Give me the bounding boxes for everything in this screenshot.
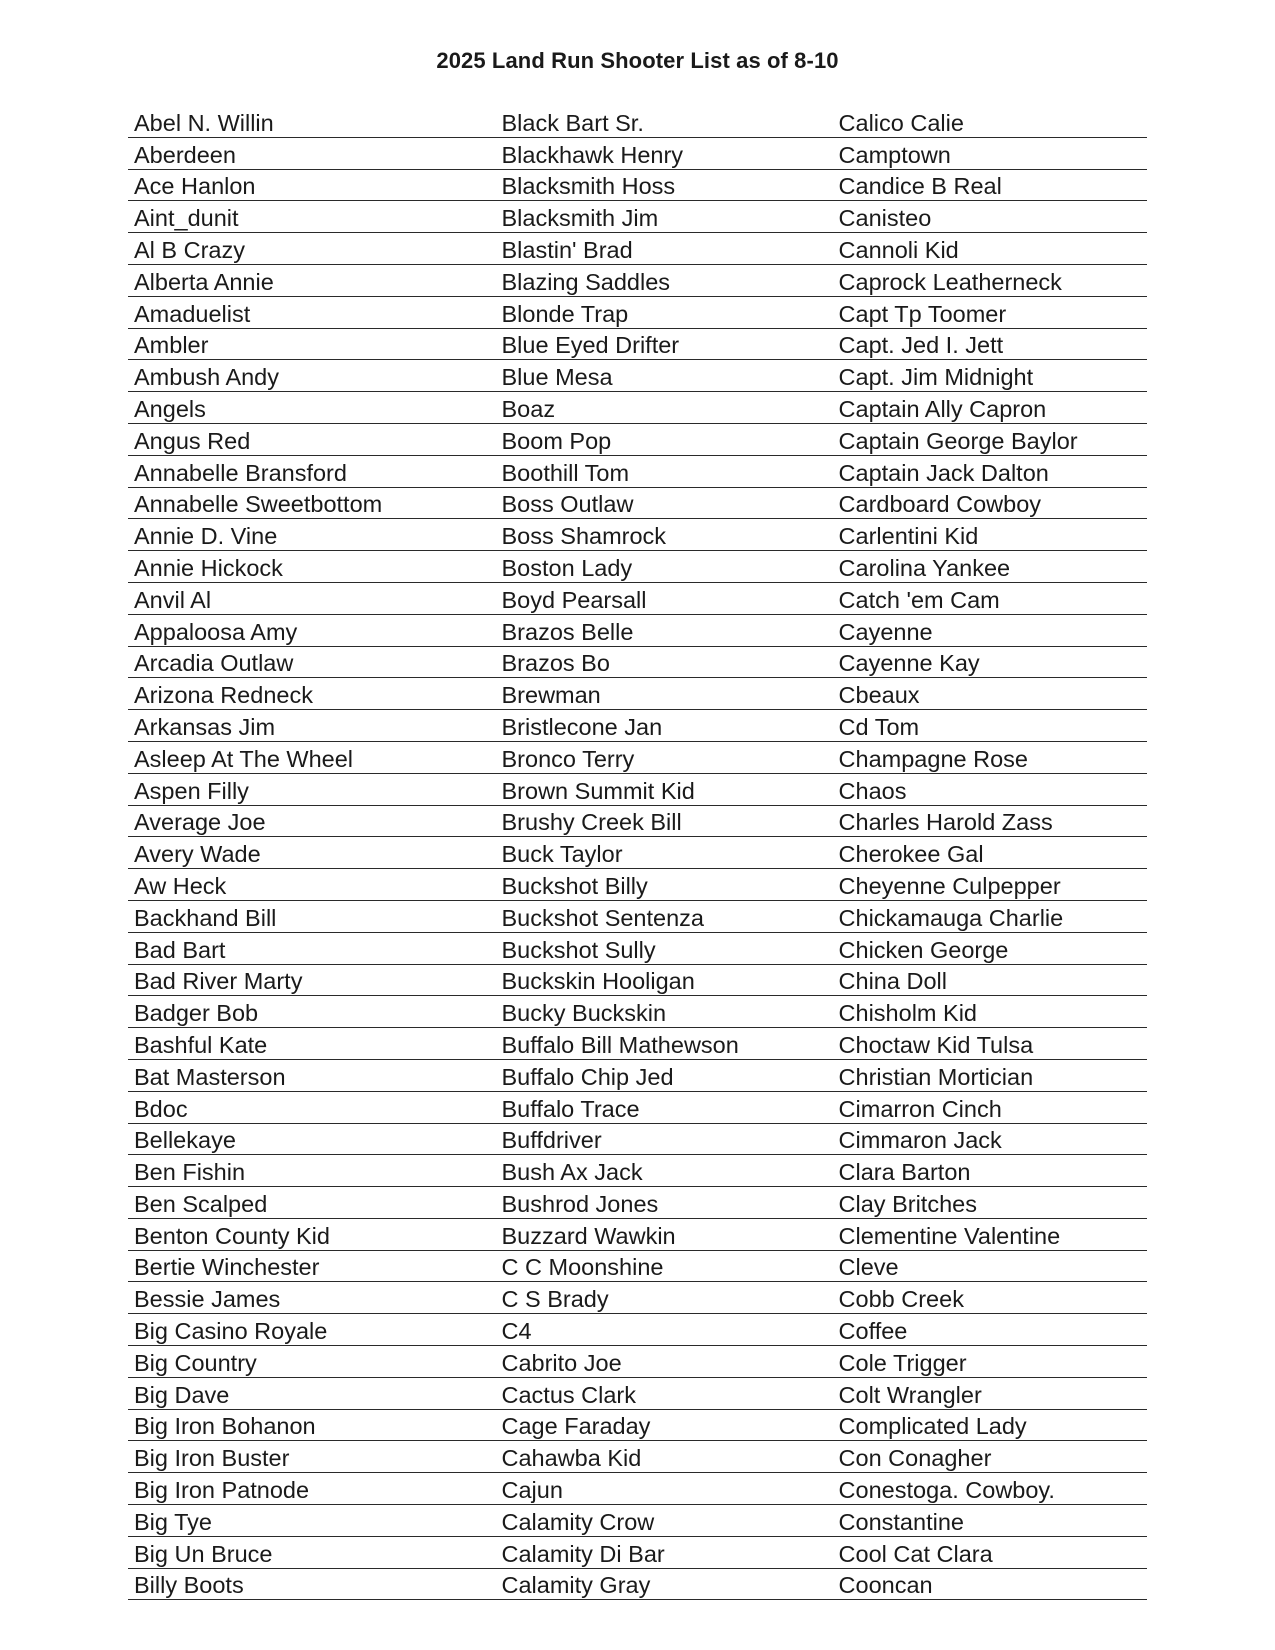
shooter-name: Christian Mortician bbox=[838, 1063, 1034, 1090]
shooter-name: Chaos bbox=[838, 777, 907, 804]
shooter-name: Asleep At The Wheel bbox=[134, 745, 354, 772]
shooter-name: Cactus Clark bbox=[501, 1381, 637, 1408]
shooter-name: Blonde Trap bbox=[501, 300, 629, 327]
shooter-name: Cajun bbox=[501, 1477, 563, 1504]
shooter-name: Cimmaron Jack bbox=[838, 1127, 1002, 1154]
shooter-name: Cleve bbox=[838, 1254, 899, 1281]
list-row bbox=[128, 1124, 1147, 1156]
shooter-name: Blacksmith Hoss bbox=[501, 173, 676, 200]
shooter-name: Buzzard Wawkin bbox=[501, 1222, 676, 1249]
list-row bbox=[128, 837, 1147, 869]
shooter-name: Ben Fishin bbox=[134, 1159, 246, 1186]
shooter-name: Caprock Leatherneck bbox=[838, 268, 1062, 295]
list-row bbox=[128, 583, 1147, 615]
shooter-name: Carlentini Kid bbox=[838, 523, 979, 550]
list-row bbox=[128, 1346, 1147, 1378]
shooter-list bbox=[128, 106, 1147, 1600]
shooter-name: Blastin' Brad bbox=[501, 236, 633, 263]
list-row bbox=[128, 678, 1147, 710]
shooter-name: Ace Hanlon bbox=[134, 173, 256, 200]
shooter-name: Aspen Filly bbox=[134, 777, 249, 804]
list-row bbox=[128, 806, 1147, 838]
shooter-name: Aw Heck bbox=[134, 872, 227, 899]
page-title: 2025 Land Run Shooter List as of 8-10 bbox=[436, 48, 839, 73]
shooter-name: Boom Pop bbox=[501, 427, 612, 454]
shooter-name: Bdoc bbox=[134, 1095, 188, 1122]
shooter-name: Buffalo Chip Jed bbox=[501, 1063, 674, 1090]
shooter-name: Backhand Bill bbox=[134, 904, 277, 931]
shooter-name: Chicken George bbox=[838, 936, 1009, 963]
shooter-name: Big Un Bruce bbox=[134, 1540, 273, 1567]
shooter-name: Canisteo bbox=[838, 205, 932, 232]
shooter-name: Big Iron Patnode bbox=[134, 1477, 310, 1504]
shooter-name: Blue Mesa bbox=[501, 364, 613, 391]
shooter-name: Boss Outlaw bbox=[501, 491, 634, 518]
shooter-name: Cahawba Kid bbox=[501, 1445, 642, 1472]
list-row bbox=[128, 424, 1147, 456]
list-row bbox=[128, 1282, 1147, 1314]
list-row bbox=[128, 933, 1147, 965]
shooter-name: Charles Harold Zass bbox=[838, 809, 1053, 836]
shooter-name: Big Iron Bohanon bbox=[134, 1413, 316, 1440]
shooter-name: Boston Lady bbox=[501, 554, 633, 581]
shooter-name: Brushy Creek Bill bbox=[501, 809, 682, 836]
shooter-name: Benton County Kid bbox=[134, 1222, 330, 1249]
list-row bbox=[128, 456, 1147, 488]
shooter-name: Buckskin Hooligan bbox=[501, 968, 695, 995]
shooter-name: Cbeaux bbox=[838, 682, 920, 709]
list-row bbox=[128, 1092, 1147, 1124]
shooter-name: Big Tye bbox=[134, 1508, 212, 1535]
shooter-name: Boss Shamrock bbox=[501, 523, 667, 550]
list-row bbox=[128, 265, 1147, 297]
shooter-name: C4 bbox=[501, 1318, 532, 1345]
shooter-name: Abel N. Willin bbox=[134, 109, 274, 136]
shooter-name: Buckshot Billy bbox=[501, 872, 648, 899]
shooter-name: Annie Hickock bbox=[134, 554, 283, 581]
shooter-name: Bertie Winchester bbox=[134, 1254, 320, 1281]
shooter-name: Buckshot Sully bbox=[501, 936, 656, 963]
shooter-name: Calamity Crow bbox=[501, 1508, 655, 1535]
list-row bbox=[128, 615, 1147, 647]
list-row bbox=[128, 106, 1147, 138]
list-row bbox=[128, 170, 1147, 202]
shooter-name: Carolina Yankee bbox=[838, 554, 1011, 581]
shooter-name: Blacksmith Jim bbox=[501, 205, 659, 232]
shooter-name: Brazos Belle bbox=[501, 618, 634, 645]
shooter-name: Cherokee Gal bbox=[838, 841, 984, 868]
list-row bbox=[128, 551, 1147, 583]
shooter-name: Aint_dunit bbox=[134, 205, 239, 232]
shooter-name: Bristlecone Jan bbox=[501, 713, 663, 740]
shooter-name: Clay Britches bbox=[838, 1190, 977, 1217]
shooter-name: Cimarron Cinch bbox=[838, 1095, 1002, 1122]
shooter-name: Aberdeen bbox=[134, 141, 236, 168]
shooter-name: Bushrod Jones bbox=[501, 1190, 659, 1217]
list-row bbox=[128, 1537, 1147, 1569]
shooter-name: Bucky Buckskin bbox=[501, 1000, 667, 1027]
shooter-name: Cd Tom bbox=[838, 713, 920, 740]
shooter-name: Billy Boots bbox=[134, 1572, 244, 1599]
list-row bbox=[128, 1378, 1147, 1410]
shooter-name: Cardboard Cowboy bbox=[838, 491, 1042, 518]
list-row bbox=[128, 869, 1147, 901]
list-row bbox=[128, 1505, 1147, 1537]
shooter-name: Chickamauga Charlie bbox=[838, 904, 1064, 931]
shooter-name: Arkansas Jim bbox=[134, 713, 276, 740]
shooter-name: Bashful Kate bbox=[134, 1031, 268, 1058]
shooter-name: Brown Summit Kid bbox=[501, 777, 695, 804]
shooter-name: Boyd Pearsall bbox=[501, 586, 647, 613]
shooter-name: Badger Bob bbox=[134, 1000, 259, 1027]
shooter-name: Arcadia Outlaw bbox=[134, 650, 294, 677]
shooter-name: Big Dave bbox=[134, 1381, 230, 1408]
shooter-name: Buffalo Bill Mathewson bbox=[501, 1031, 739, 1058]
shooter-name: Cannoli Kid bbox=[838, 236, 959, 263]
list-row bbox=[128, 742, 1147, 774]
list-row bbox=[128, 1187, 1147, 1219]
list-row bbox=[128, 996, 1147, 1028]
shooter-name: Candice B Real bbox=[838, 173, 1002, 200]
shooter-name: Ben Scalped bbox=[134, 1190, 268, 1217]
shooter-name: Cheyenne Culpepper bbox=[838, 872, 1061, 899]
shooter-name: Annie D. Vine bbox=[134, 523, 278, 550]
list-row bbox=[128, 1410, 1147, 1442]
shooter-name: Ambler bbox=[134, 332, 209, 359]
shooter-name: Buckshot Sentenza bbox=[501, 904, 704, 931]
shooter-name: Capt Tp Toomer bbox=[838, 300, 1007, 327]
list-row bbox=[128, 392, 1147, 424]
shooter-name: Anvil Al bbox=[134, 586, 212, 613]
shooter-name: Bronco Terry bbox=[501, 745, 635, 772]
shooter-name: Constantine bbox=[838, 1508, 964, 1535]
shooter-name: Coffee bbox=[838, 1318, 908, 1345]
shooter-name: Captain Ally Capron bbox=[838, 395, 1047, 422]
list-row bbox=[128, 901, 1147, 933]
shooter-name: Conestoga. Cowboy. bbox=[838, 1477, 1055, 1504]
shooter-name: Clementine Valentine bbox=[838, 1222, 1061, 1249]
shooter-name: Amaduelist bbox=[134, 300, 251, 327]
shooter-name: Appaloosa Amy bbox=[134, 618, 298, 645]
shooter-name: Annabelle Sweetbottom bbox=[134, 491, 383, 518]
list-row bbox=[128, 138, 1147, 170]
shooter-name: Calamity Di Bar bbox=[501, 1540, 665, 1567]
shooter-name: Alberta Annie bbox=[134, 268, 274, 295]
list-row bbox=[128, 1441, 1147, 1473]
shooter-name: Big Country bbox=[134, 1349, 257, 1376]
shooter-name: Calico Calie bbox=[838, 109, 964, 136]
shooter-name: Angus Red bbox=[134, 427, 251, 454]
shooter-name: Capt. Jim Midnight bbox=[838, 364, 1034, 391]
shooter-name: Al B Crazy bbox=[134, 236, 245, 263]
shooter-name: Big Iron Buster bbox=[134, 1445, 290, 1472]
shooter-name: Colt Wrangler bbox=[838, 1381, 982, 1408]
shooter-name: Arizona Redneck bbox=[134, 682, 313, 709]
list-row bbox=[128, 647, 1147, 679]
shooter-name: Clara Barton bbox=[838, 1159, 971, 1186]
shooter-name: Calamity Gray bbox=[501, 1572, 651, 1599]
shooter-name: Complicated Lady bbox=[838, 1413, 1027, 1440]
list-row bbox=[128, 1314, 1147, 1346]
list-row bbox=[128, 297, 1147, 329]
list-row bbox=[128, 1569, 1147, 1601]
shooter-name: Cool Cat Clara bbox=[838, 1540, 993, 1567]
list-row bbox=[128, 360, 1147, 392]
shooter-name: China Doll bbox=[838, 968, 947, 995]
shooter-name: Bush Ax Jack bbox=[501, 1159, 643, 1186]
list-row bbox=[128, 965, 1147, 997]
shooter-name: Bad Bart bbox=[134, 936, 226, 963]
list-row bbox=[128, 1155, 1147, 1187]
shooter-name: Blazing Saddles bbox=[501, 268, 671, 295]
shooter-name: Cobb Creek bbox=[838, 1286, 964, 1313]
shooter-name: Boaz bbox=[501, 395, 556, 422]
list-row bbox=[128, 1219, 1147, 1251]
list-row bbox=[128, 774, 1147, 806]
shooter-name: Buck Taylor bbox=[501, 841, 623, 868]
shooter-name: Bad River Marty bbox=[134, 968, 303, 995]
shooter-name: Brazos Bo bbox=[501, 650, 610, 677]
shooter-name: Buffdriver bbox=[501, 1127, 602, 1154]
shooter-name: Chisholm Kid bbox=[838, 1000, 977, 1027]
shooter-name: Ambush Andy bbox=[134, 364, 280, 391]
shooter-name: Cooncan bbox=[838, 1572, 933, 1599]
shooter-name: Captain Jack Dalton bbox=[838, 459, 1049, 486]
shooter-name: Big Casino Royale bbox=[134, 1318, 328, 1345]
shooter-name: Captain George Baylor bbox=[838, 427, 1078, 454]
shooter-name: Average Joe bbox=[134, 809, 266, 836]
shooter-name: Black Bart Sr. bbox=[501, 109, 644, 136]
shooter-name: Capt. Jed I. Jett bbox=[838, 332, 1004, 359]
shooter-name: Bat Masterson bbox=[134, 1063, 286, 1090]
shooter-name: Blue Eyed Drifter bbox=[501, 332, 680, 359]
shooter-name: Champagne Rose bbox=[838, 745, 1028, 772]
list-row bbox=[128, 1251, 1147, 1283]
list-row bbox=[128, 233, 1147, 265]
shooter-name: C C Moonshine bbox=[501, 1254, 664, 1281]
shooter-name: Camptown bbox=[838, 141, 951, 168]
shooter-name: Angels bbox=[134, 395, 206, 422]
list-row bbox=[128, 201, 1147, 233]
shooter-name: Cayenne Kay bbox=[838, 650, 980, 677]
shooter-name: Cage Faraday bbox=[501, 1413, 651, 1440]
shooter-name: Con Conagher bbox=[838, 1445, 992, 1472]
list-row bbox=[128, 1028, 1147, 1060]
shooter-name: Cabrito Joe bbox=[501, 1349, 622, 1376]
shooter-name: Choctaw Kid Tulsa bbox=[838, 1031, 1034, 1058]
shooter-name: Cole Trigger bbox=[838, 1349, 967, 1376]
shooter-name: Avery Wade bbox=[134, 841, 261, 868]
shooter-name: Blackhawk Henry bbox=[501, 141, 684, 168]
list-row bbox=[128, 329, 1147, 361]
list-row bbox=[128, 1060, 1147, 1092]
list-row bbox=[128, 488, 1147, 520]
shooter-name: C S Brady bbox=[501, 1286, 609, 1313]
shooter-name: Annabelle Bransford bbox=[134, 459, 347, 486]
list-row bbox=[128, 710, 1147, 742]
shooter-name: Cayenne bbox=[838, 618, 933, 645]
shooter-name: Brewman bbox=[501, 682, 601, 709]
shooter-name: Boothill Tom bbox=[501, 459, 630, 486]
shooter-name: Buffalo Trace bbox=[501, 1095, 640, 1122]
shooter-name: Bessie James bbox=[134, 1286, 281, 1313]
list-row bbox=[128, 519, 1147, 551]
shooter-name: Bellekaye bbox=[134, 1127, 236, 1154]
shooter-name: Catch 'em Cam bbox=[838, 586, 1000, 613]
list-row bbox=[128, 1473, 1147, 1505]
